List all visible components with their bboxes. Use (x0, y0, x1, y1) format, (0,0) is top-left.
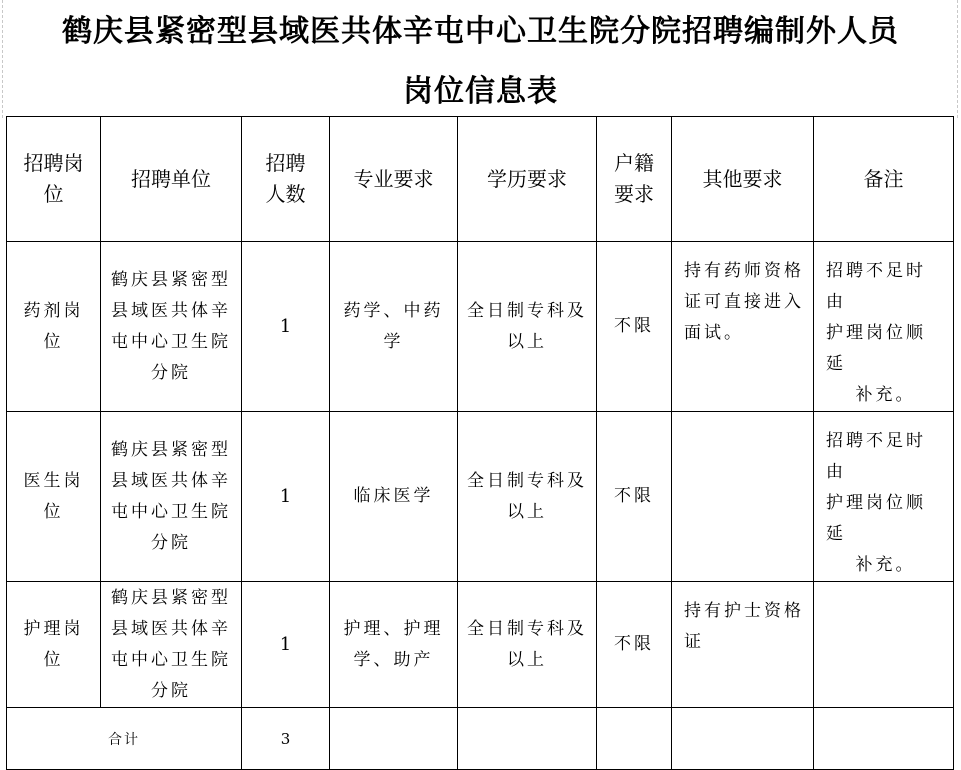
total-empty-cell (597, 708, 672, 770)
header-row (7, 117, 954, 242)
total-empty-cell (672, 708, 814, 770)
header-unit: 招聘单位 (101, 117, 242, 242)
cell-count: 1 (242, 412, 330, 582)
recruitment-table (6, 116, 954, 770)
document-subtitle: 岗位信息表 (403, 74, 558, 109)
cell-education: 全日制专科及 以上 (458, 412, 597, 582)
header-education: 学历要求 (458, 117, 597, 242)
cell-other: 持有护士资格 证 (672, 582, 814, 708)
total-row (7, 708, 954, 770)
table-row (7, 242, 954, 412)
header-other: 其他要求 (672, 117, 814, 242)
cell-notes: 招聘不足时由 护理岗位顺延 补充。 (814, 412, 954, 582)
cell-position: 医生岗 位 (7, 412, 101, 582)
cell-other: 持有药师资格 证可直接进入 面试。 (672, 242, 814, 412)
cell-other (672, 412, 814, 582)
cell-unit: 鹤庆县紧密型 县域医共体辛 屯中心卫生院 分院 (101, 242, 242, 412)
cell-count: 1 (242, 582, 330, 708)
total-empty-cell (330, 708, 458, 770)
total-count: 3 (242, 708, 330, 770)
cell-unit: 鹤庆县紧密型 县域医共体辛 屯中心卫生院 分院 (101, 582, 242, 708)
header-household: 户籍 要求 (597, 117, 672, 242)
cell-position: 药剂岗 位 (7, 242, 101, 412)
total-empty-cell (458, 708, 597, 770)
header-position: 招聘岗 位 (7, 117, 101, 242)
cell-major: 临床医学 (330, 412, 458, 582)
cell-education: 全日制专科及 以上 (458, 242, 597, 412)
cell-major: 护理、护理 学、助产 (330, 582, 458, 708)
header-count: 招聘 人数 (242, 117, 330, 242)
table-row (7, 412, 954, 582)
cell-household: 不限 (597, 412, 672, 582)
cell-education: 全日制专科及 以上 (458, 582, 597, 708)
cell-position: 护理岗 位 (7, 582, 101, 708)
cell-count: 1 (242, 242, 330, 412)
cell-unit: 鹤庆县紧密型 县域医共体辛 屯中心卫生院 分院 (101, 412, 242, 582)
header-major: 专业要求 (330, 117, 458, 242)
total-label: 合计 (7, 708, 242, 770)
document-title: 鹤庆县紧密型县域医共体辛屯中心卫生院分院招聘编制外人员 (62, 14, 899, 49)
total-empty-cell (814, 708, 954, 770)
cell-major: 药学、中药 学 (330, 242, 458, 412)
cell-household: 不限 (597, 242, 672, 412)
cell-household: 不限 (597, 582, 672, 708)
cell-notes: 招聘不足时由 护理岗位顺延 补充。 (814, 242, 954, 412)
header-notes: 备注 (814, 117, 954, 242)
